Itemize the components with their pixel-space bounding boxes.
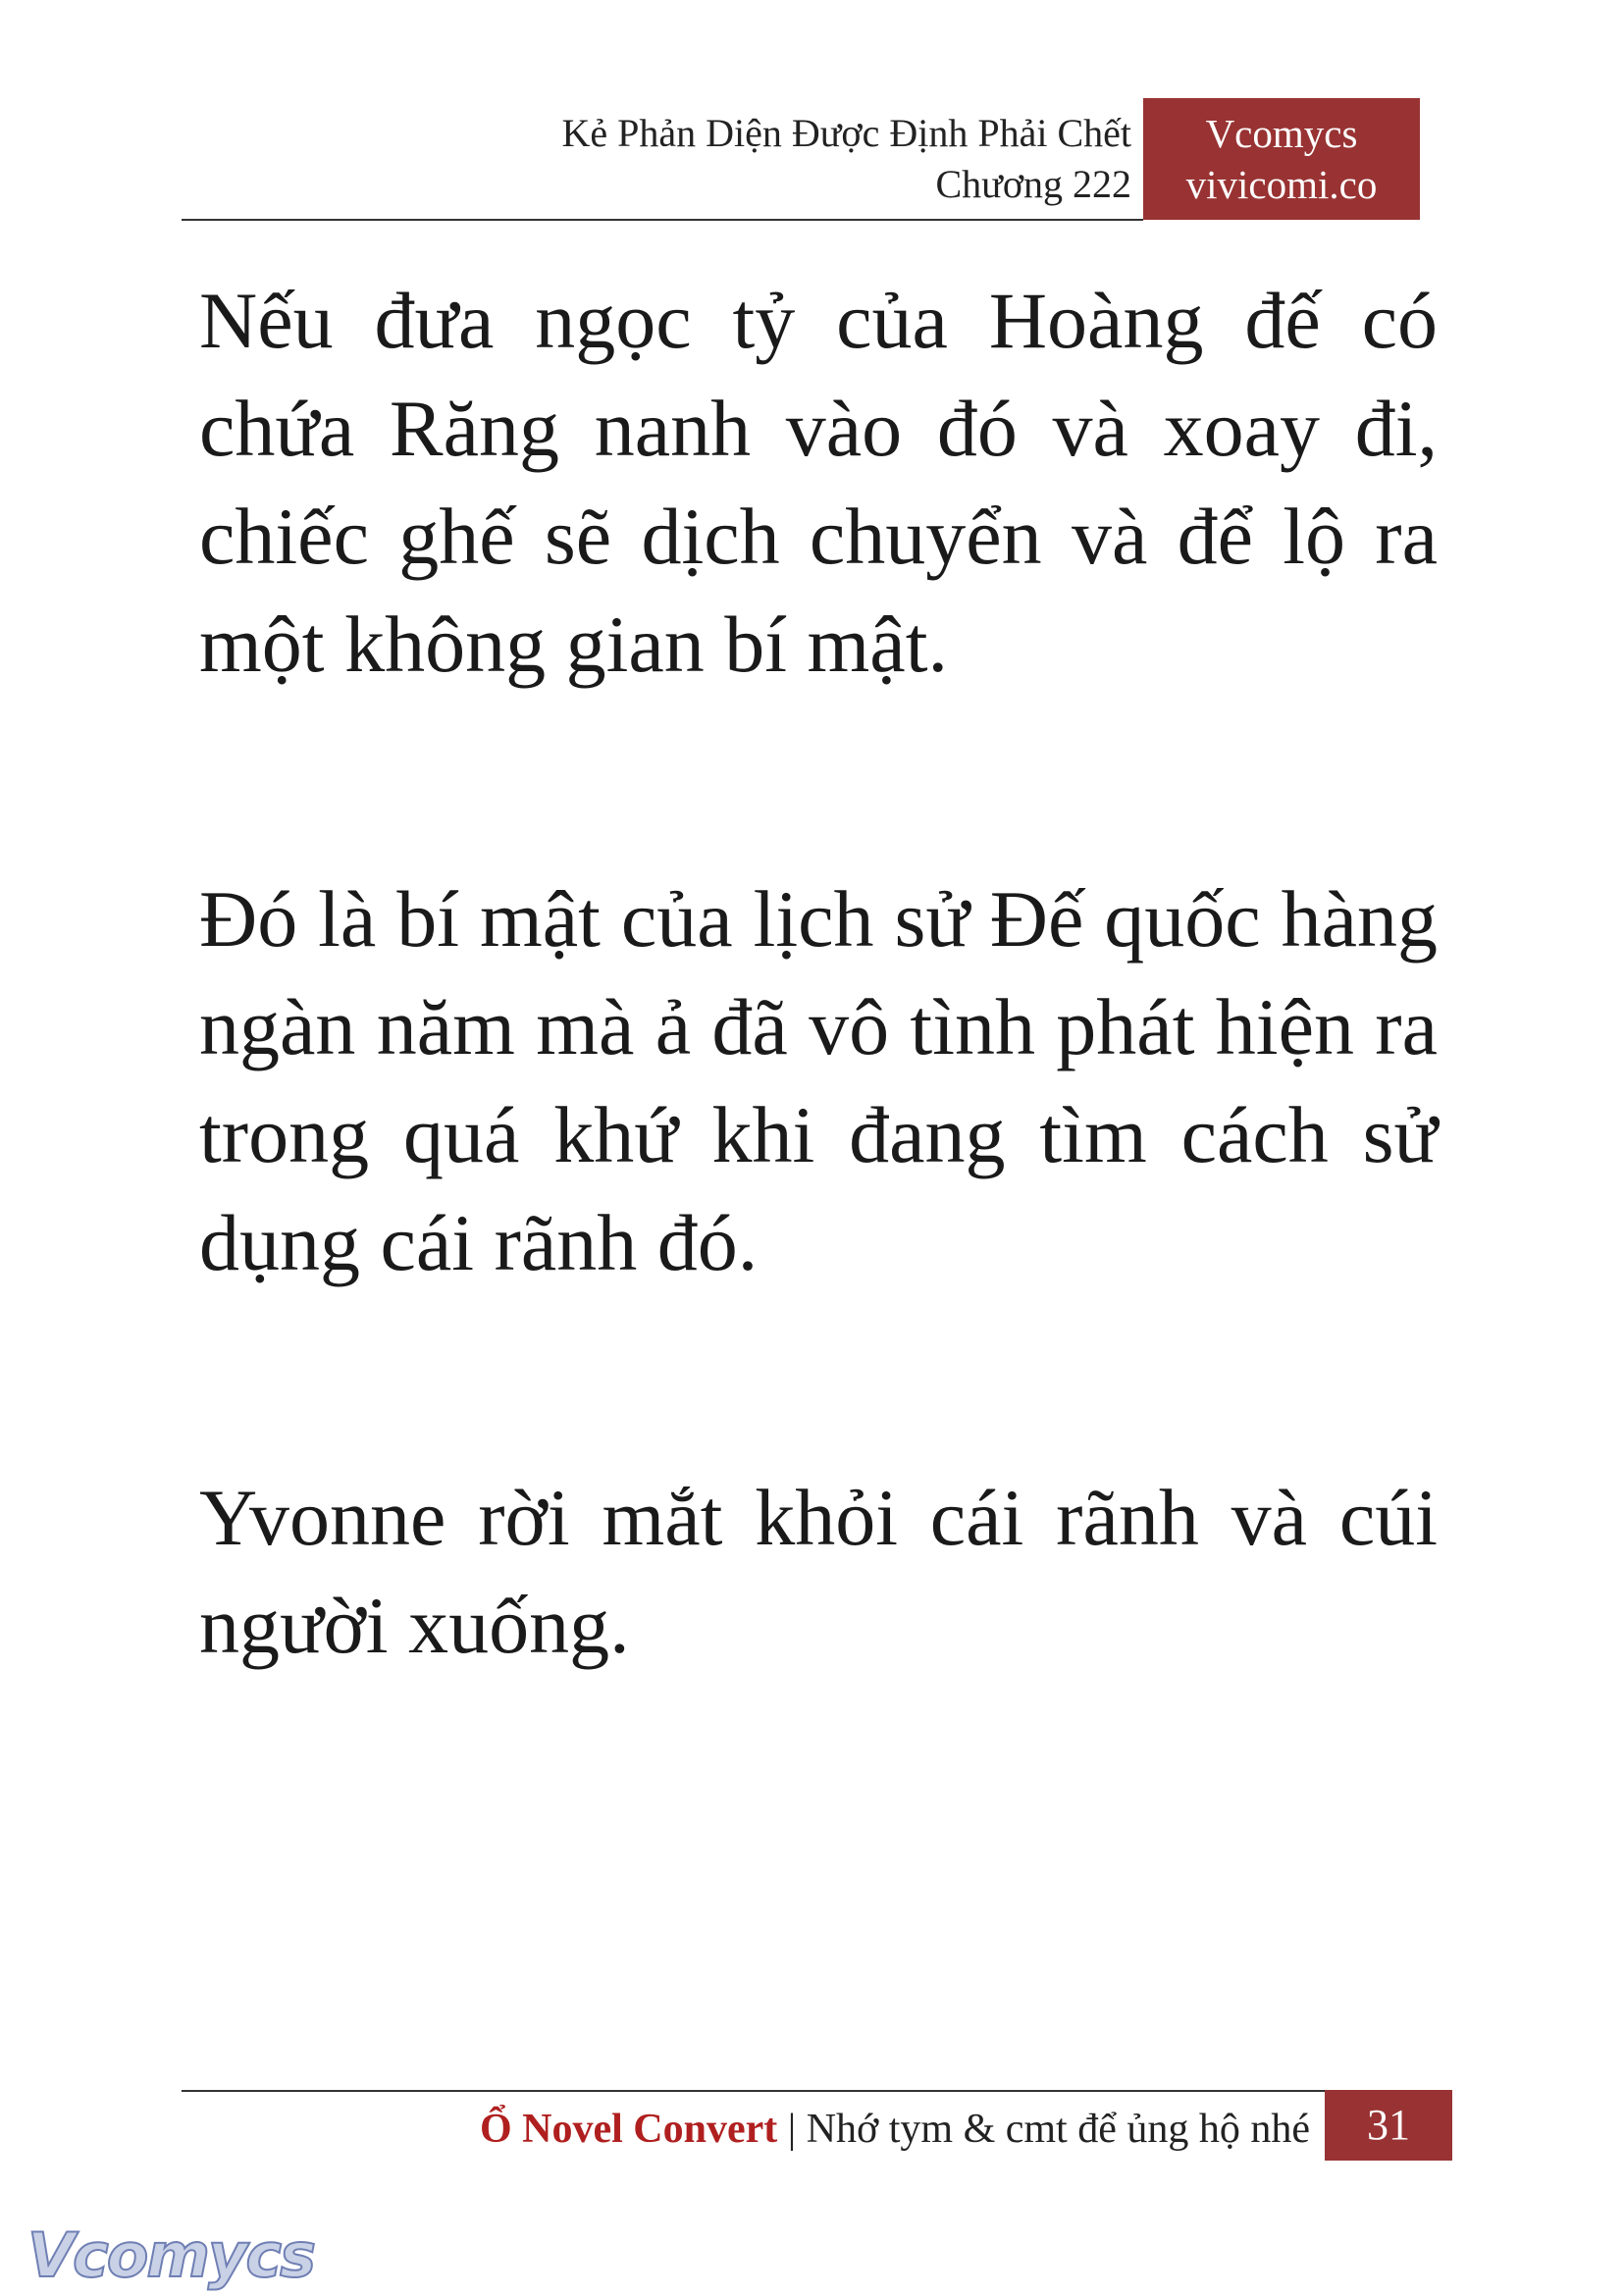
footer-brand: Ổ Novel Convert xyxy=(479,2107,778,2152)
paragraph-2: Đó là bí mật của lịch sử Đế quốc hàng ngàn năm mà ả đã vô tình phát hiện ra trong quá khứ khi đang tìm cách sử dụng cái rãnh đó. xyxy=(199,874,1438,1287)
site-badge-url: vivicomi.co xyxy=(1185,162,1378,207)
paragraph-3: Yvonne rời mắt khỏi cái rãnh và cúi người xuống. xyxy=(199,1473,1438,1670)
book-title: Kẻ Phản Diện Được Định Phải Chết xyxy=(561,111,1131,155)
page-number: 31 xyxy=(1325,2090,1452,2161)
footer-message: Nhớ tym & cmt để ủng hộ nhé xyxy=(806,2107,1310,2152)
site-badge xyxy=(1143,98,1420,220)
header-divider xyxy=(182,219,1143,221)
site-badge-name: Vcomycs xyxy=(1205,111,1358,156)
paragraph-1: Nếu đưa ngọc tỷ của Hoàng đế có chứa Răng nanh vào đó và xoay đi, chiếc ghế sẽ dịch chuyển và để lộ ra một không gian bí mật. xyxy=(199,276,1438,689)
footer-divider xyxy=(182,2090,1325,2092)
watermark-logo: Vcomycs xyxy=(27,2219,315,2291)
page-content xyxy=(199,267,1438,1680)
footer-line xyxy=(480,2102,1310,2157)
footer-separator: | xyxy=(787,2107,797,2152)
chapter-label: Chương 222 xyxy=(935,162,1131,206)
running-header xyxy=(561,108,1131,210)
